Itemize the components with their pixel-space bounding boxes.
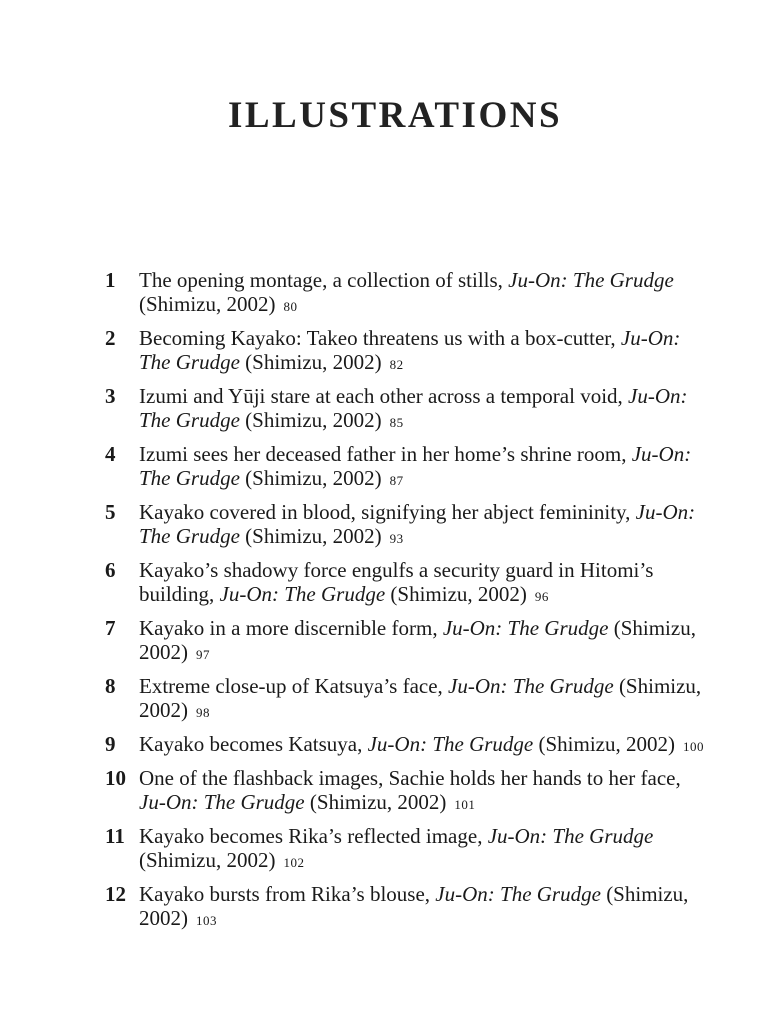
entry-number: 7 [105, 616, 116, 640]
page-number: 80 [283, 299, 298, 314]
page-title: ILLUSTRATIONS [227, 95, 563, 136]
page-number: 85 [389, 415, 404, 430]
list-item [105, 766, 705, 817]
entry-number: 11 [105, 824, 125, 848]
caption-citation: (Shimizu, 2002) [139, 848, 276, 872]
caption-citation: (Shimizu, 2002) [385, 582, 527, 606]
list-item [105, 674, 705, 725]
page-number: 93 [389, 531, 404, 546]
list-item [105, 500, 705, 551]
caption-citation: (Shimizu, 2002) [239, 524, 382, 548]
list-item [105, 824, 705, 875]
entry-caption [139, 882, 705, 933]
caption-text: Becoming Kayako: Takeo threatens us with a box-cutter, [139, 326, 621, 350]
film-title: Ju-On: The Grudge [487, 824, 654, 848]
entry-number: 6 [105, 558, 116, 582]
film-title: Ju-On: The Grudge [508, 268, 674, 292]
list-item [105, 442, 705, 493]
entry-caption [139, 268, 705, 319]
caption-citation: (Shimizu, 2002) [304, 790, 447, 814]
entry-caption [139, 384, 705, 435]
caption-citation: (Shimizu, 2002) [239, 350, 382, 374]
caption-text: Kayako bursts from Rika’s blouse, [139, 882, 436, 906]
caption-citation: (Shimizu, 2002) [139, 292, 276, 316]
entry-number: 4 [105, 442, 116, 466]
entry-number: 12 [105, 882, 126, 906]
entry-caption [139, 326, 705, 377]
list-item [105, 268, 705, 319]
caption-text: Izumi and Yūji stare at each other across a temporal void, [139, 384, 629, 408]
page-number: 98 [196, 705, 210, 720]
caption-text: Kayako in a more discernible form, [139, 616, 443, 640]
caption-text: Kayako becomes Rika’s reflected image, [139, 824, 488, 848]
film-title: Ju-On: The Grudge [139, 500, 696, 548]
list-item [105, 558, 705, 609]
film-title: Ju-On: The Grudge [442, 616, 609, 640]
list-item [105, 384, 705, 435]
caption-citation: (Shimizu, 2002) [239, 408, 382, 432]
film-title: Ju-On: The Grudge [219, 582, 386, 606]
caption-text: Kayako’s shadowy force engulfs a security guard in Hitomi’s building, [139, 558, 654, 606]
page-number: 102 [283, 855, 305, 870]
caption-citation: (Shimizu, 2002) [139, 616, 696, 664]
entry-number: 10 [105, 766, 126, 790]
caption-citation: (Shimizu, 2002) [533, 732, 675, 756]
film-title: Ju-On: The Grudge [139, 384, 688, 432]
page-number: 82 [389, 357, 404, 372]
caption-citation: (Shimizu, 2002) [139, 674, 702, 722]
caption-text: Izumi sees her deceased father in her home’s shrine room, [139, 442, 632, 466]
film-title: Ju-On: The Grudge [435, 882, 601, 906]
caption-citation: (Shimizu, 2002) [139, 882, 689, 930]
caption-text: Extreme close-up of Katsuya’s face, [139, 674, 449, 698]
list-item [105, 616, 705, 667]
entry-number: 1 [105, 268, 116, 292]
entry-caption [139, 766, 705, 817]
list-item [105, 326, 705, 377]
caption-citation: (Shimizu, 2002) [239, 466, 382, 490]
page-number: 103 [196, 913, 217, 928]
entry-caption [139, 558, 705, 609]
illustrations-list [105, 268, 705, 940]
entry-caption [139, 674, 705, 725]
page-number: 87 [389, 473, 404, 488]
caption-text: Kayako covered in blood, signifying her abject femininity, [139, 500, 636, 524]
caption-text: The opening montage, a collection of stills, [139, 268, 509, 292]
list-item [105, 882, 705, 933]
list-item [105, 732, 705, 759]
entry-caption [139, 732, 705, 759]
entry-number: 2 [105, 326, 116, 350]
caption-text: Kayako becomes Katsuya, [139, 732, 368, 756]
film-title: Ju-On: The Grudge [139, 326, 681, 374]
page-number: 97 [196, 647, 210, 662]
entry-number: 5 [105, 500, 116, 524]
entry-number: 9 [105, 732, 116, 756]
entry-number: 8 [105, 674, 116, 698]
film-title: Ju-On: The Grudge [448, 674, 614, 698]
film-title: Ju-On: The Grudge [367, 732, 534, 756]
film-title: Ju-On: The Grudge [139, 790, 305, 814]
entry-caption [139, 616, 705, 667]
page-number: 96 [534, 589, 549, 604]
page-number: 100 [682, 739, 704, 754]
entry-caption [139, 500, 705, 551]
film-title: Ju-On: The Grudge [139, 442, 692, 490]
entry-number: 3 [105, 384, 116, 408]
entry-caption [139, 824, 705, 875]
caption-text: One of the flashback images, Sachie holds her hands to her face, [139, 766, 681, 790]
entry-caption [139, 442, 705, 493]
page-number: 101 [454, 797, 476, 812]
